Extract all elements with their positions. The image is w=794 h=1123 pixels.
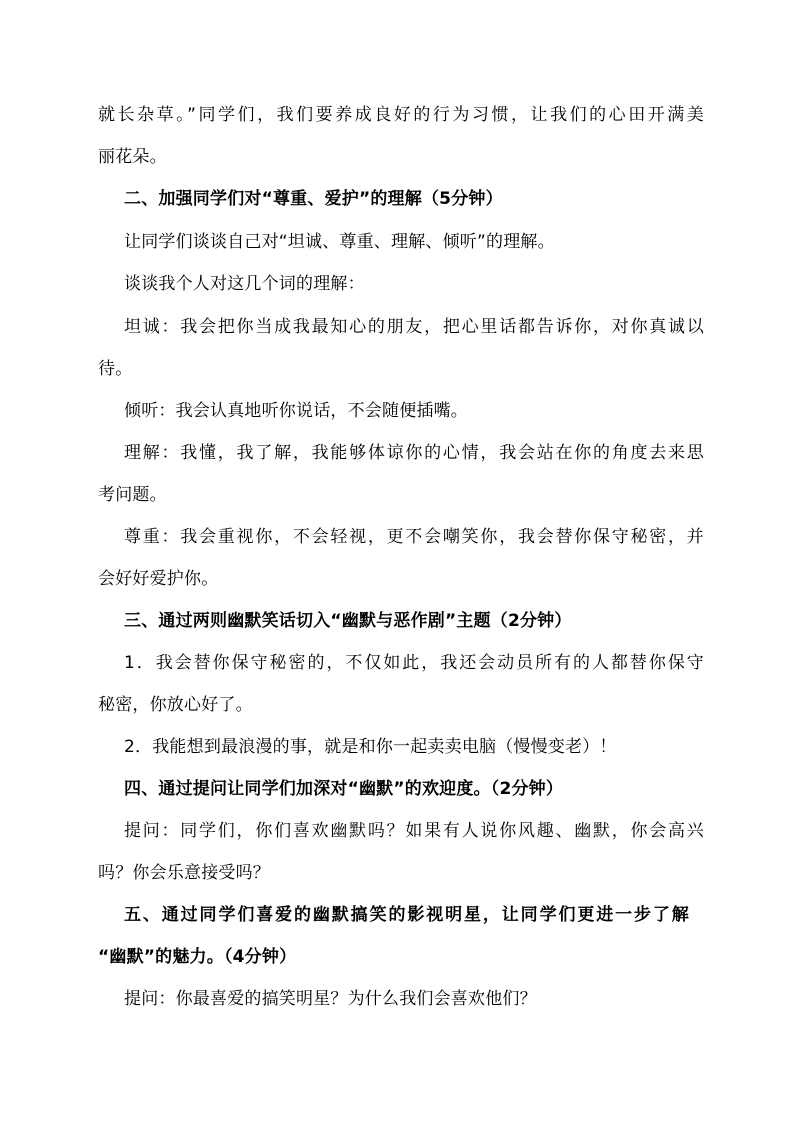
paragraph-line: 就长杂草。”同学们，我们要养成良好的行为习惯，让我们的心田开满美 — [98, 105, 704, 125]
paragraph-line: 谈谈我个人对这几个词的理解： — [124, 274, 365, 294]
paragraph-line: 理解：我懂，我了解，我能够体谅你的心情，我会站在你的角度去来思 — [124, 443, 704, 463]
paragraph-line: 让同学们谈谈自己对“坦诚、尊重、理解、倾听”的理解。 — [124, 232, 555, 252]
paragraph-line: 丽花朵。 — [98, 147, 167, 167]
list-item-line: 秘密，你放心好了。 — [98, 695, 253, 715]
paragraph-line: 坦诚：我会把你当成我最知心的朋友，把心里话都告诉你，对你真诚以 — [124, 317, 704, 337]
paragraph-line: 会好好爱护你。 — [98, 569, 219, 589]
paragraph-line: 吗？你会乐意接受吗？ — [98, 863, 270, 883]
paragraph-line: 待。 — [98, 359, 133, 379]
list-item-line: 2．我能想到最浪漫的事，就是和你一起卖卖电脑（慢慢变老）！ — [124, 737, 617, 757]
paragraph-line: 倾听：我会认真地听你说话，不会随便插嘴。 — [124, 401, 468, 421]
paragraph-line: 尊重：我会重视你，不会轻视，更不会嘲笑你，我会替你保守秘密，并 — [124, 527, 704, 547]
section-heading: 四、通过提问让同学们加深对“幽默”的欢迎度。（2分钟） — [124, 779, 564, 799]
section-heading: “幽默”的魅力。（4分钟） — [98, 947, 297, 967]
paragraph-line: 考问题。 — [98, 485, 167, 505]
section-heading: 三、通过两则幽默笑话切入“幽默与恶作剧”主题（2分钟） — [124, 611, 572, 631]
section-heading: 二、加强同学们对“尊重、爱护”的理解（5分钟） — [124, 189, 503, 209]
paragraph-line: 提问：同学们，你们喜欢幽默吗？如果有人说你风趣、幽默，你会高兴 — [124, 821, 704, 841]
list-item-line: 1．我会替你保守秘密的，不仅如此，我还会动员所有的人都替你保守 — [124, 653, 704, 673]
section-heading: 五、通过同学们喜爱的幽默搞笑的影视明星，让同学们更进一步了解 — [124, 905, 689, 925]
paragraph-line: 提问：你最喜爱的搞笑明星？为什么我们会喜欢他们？ — [124, 989, 537, 1009]
